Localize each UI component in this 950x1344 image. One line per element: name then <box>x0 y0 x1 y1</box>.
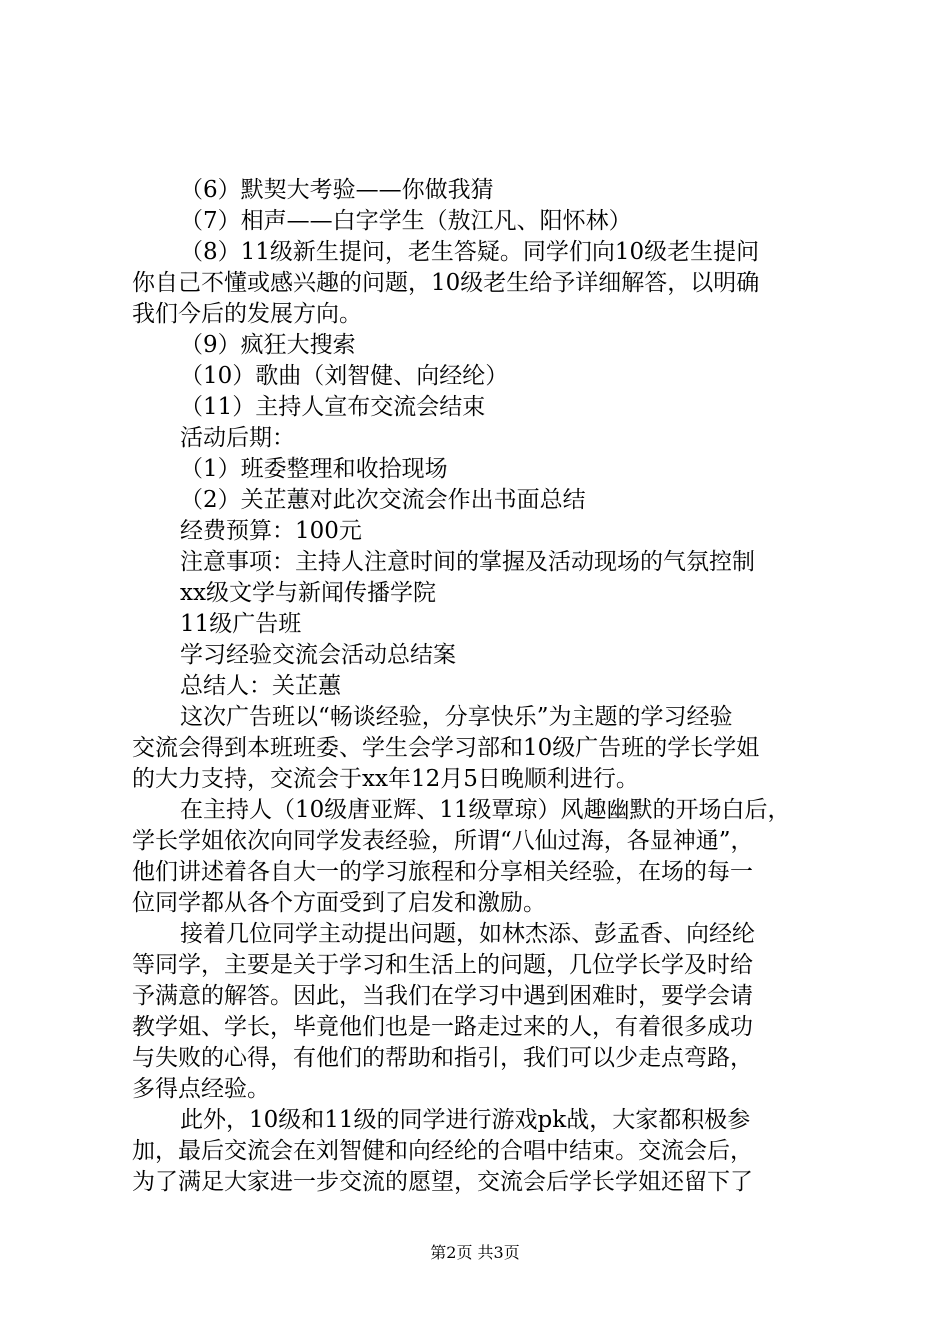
text-line: 接着几位同学主动提出问题，如林杰添、彭孟香、向经纶 <box>180 921 755 947</box>
text-line: 学长学姐依次向同学发表经验，所谓“八仙过海，各显神通”， <box>132 828 754 854</box>
text-line: （8）11级新生提问，老生答疑。同学们向10级老生提问 <box>180 239 760 265</box>
text-line: 总结人：关芷蕙 <box>180 673 341 699</box>
text-line: （11）主持人宣布交流会结束 <box>180 394 486 420</box>
text-line: （6）默契大考验——你做我猜 <box>180 177 494 203</box>
text-line: 多得点经验。 <box>132 1076 270 1102</box>
text-line: 活动后期： <box>180 425 295 451</box>
text-line: 我们今后的发展方向。 <box>132 301 362 327</box>
text-line: 此外，10级和11级的同学进行游戏pk战，大家都积极参 <box>180 1107 751 1133</box>
page-number-footer: 第2页 共3页 <box>430 1243 520 1262</box>
text-line: 交流会得到本班班委、学生会学习部和10级广告班的学长学姐 <box>132 735 760 761</box>
text-line: （10）歌曲（刘智健、向经纶） <box>180 363 509 389</box>
text-line: 位同学都从各个方面受到了启发和激励。 <box>132 890 546 916</box>
text-line: 学习经验交流会活动总结案 <box>180 642 456 668</box>
text-line: xx级文学与新闻传播学院 <box>180 580 436 606</box>
text-line: （1）班委整理和收拾现场 <box>180 456 448 482</box>
text-line: 你自己不懂或感兴趣的问题，10级老生给予详细解答，以明确 <box>132 270 760 296</box>
text-line: 11级广告班 <box>180 611 302 637</box>
text-line: 加，最后交流会在刘智健和向经纶的合唱中结束。交流会后， <box>132 1138 753 1164</box>
text-line: （9）疯狂大搜索 <box>180 332 356 358</box>
text-line: （2）关芷蕙对此次交流会作出书面总结 <box>180 487 586 513</box>
text-line: 予满意的解答。因此，当我们在学习中遇到困难时，要学会请 <box>132 983 753 1009</box>
text-line: 与失败的心得，有他们的帮助和指引，我们可以少走点弯路， <box>132 1045 753 1071</box>
text-line: 注意事项：主持人注意时间的掌握及活动现场的气氛控制 <box>180 549 755 575</box>
text-line: 为了满足大家进一步交流的愿望，交流会后学长学姐还留下了 <box>132 1169 753 1195</box>
text-line: 的大力支持，交流会于xx年12月5日晚顺利进行。 <box>132 766 639 792</box>
text-line: 等同学，主要是关于学习和生活上的问题，几位学长学及时给 <box>132 952 753 978</box>
text-line: 在主持人（10级唐亚辉、11级覃琼）风趣幽默的开场白后， <box>180 797 791 823</box>
text-line: 这次广告班以“畅谈经验，分享快乐”为主题的学习经验 <box>180 704 733 730</box>
text-line: 教学姐、学长，毕竟他们也是一路走过来的人，有着很多成功 <box>132 1014 753 1040</box>
text-line: 经费预算：100元 <box>180 518 362 544</box>
text-line: 他们讲述着各自大一的学习旅程和分享相关经验，在场的每一 <box>132 859 753 885</box>
text-line: （7）相声——白字学生（敖江凡、阳怀林） <box>180 208 632 234</box>
